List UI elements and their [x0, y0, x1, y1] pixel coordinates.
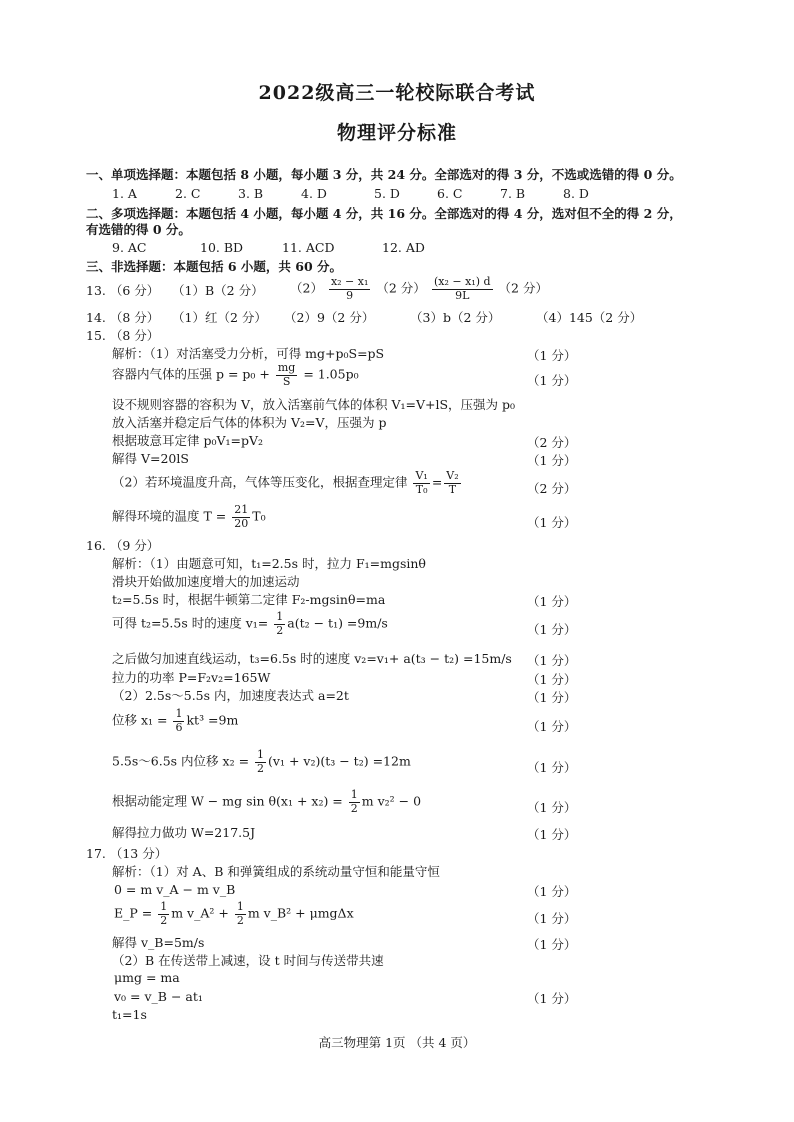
q16-line3: t₂=5.5s 时，根据牛顿第二定律 F₂-mgsinθ=ma	[112, 592, 386, 607]
q13-part3: $\frac{\text{(x₂ − x₁) d}}{9L}$ （2 分）	[434, 275, 548, 302]
q16-line9: 5.5s～6.5s 内位移 x₂ = $\frac{1}{2}$ (v₁ + v₂)(t₃ − t₂) =12m	[112, 748, 411, 775]
q13-part1: （1）B（2 分）	[172, 283, 264, 298]
q14-part4: （4）145（2 分）	[536, 310, 643, 325]
section-1-heading: 一、单项选择题：本题包括 8 小题，每小题 3 分，共 24 分。全部选对的得 3 分，不选或选错的得 0 分。	[86, 167, 682, 182]
q17-line3: E_P = $\frac{1}{2}$ m v_A² + $\frac{1}{2}$ m v_B² + μmgΔx	[114, 900, 354, 927]
q16-line7: （2）2.5s～5.5s 内，加速度表达式 a=2t	[112, 688, 349, 703]
answer-9: 9. AC	[112, 240, 147, 255]
q17-line5: （2）B 在传送带上减速，设 t 时间与传送带共速	[112, 953, 384, 968]
page-footer: 高三物理第 1页 （共 4 页）	[318, 1035, 476, 1050]
q16-line4: 可得 t₂=5.5s 时的速度 v₁= $\frac{1}{2}$ a(t₂ − t₁) =9m/s	[112, 610, 388, 637]
section-2-heading: 二、多项选择题：本题包括 4 小题，每小题 4 分，共 16 分。全部选对的得 4 分，选对但不全的得 2 分，	[86, 206, 682, 221]
q16-score-7: （1 分）	[527, 760, 577, 775]
q15-line4: 放入活塞并稳定后气体的体积为 V₂=V，压强为 p	[112, 415, 387, 430]
answer-2: 2. C	[175, 186, 201, 201]
q16-line8: 位移 x₁ = $\frac{1}{6}$ kt³ =9m	[112, 707, 239, 734]
q16-line5: 之后做匀加速直线运动，t₃=6.5s 时的速度 v₂=v₁+ a(t₃ − t₂) =15m/s	[112, 651, 512, 666]
q17-line4: 解得 v_B=5m/s	[112, 935, 205, 950]
q15-line7: （2）若环境温度升高，气体等压变化，根据查理定律 $\frac{\text{V₁}}{\text{T₀}}$ = $\frac{\text{V₂}}{T}$	[112, 469, 459, 496]
answer-7: 7. B	[500, 186, 526, 201]
q16-line1: 解析：（1）由题意可知，t₁=2.5s 时，拉力 F₁=mgsinθ	[112, 556, 426, 571]
q17-line6: μmg = ma	[114, 970, 180, 985]
section-3-heading: 三、非选择题：本题包括 6 小题，共 60 分。	[86, 259, 343, 274]
q16-score-3: （1 分）	[527, 653, 577, 668]
q16-line6: 拉力的功率 P=F₂v₂=165W	[112, 670, 271, 685]
q16-line2: 滑块开始做加速度增大的加速运动	[112, 574, 300, 589]
answer-10: 10. BD	[200, 240, 244, 255]
q17-line1: 解析：（1）对 A、B 和弹簧组成的系统动量守恒和能量守恒	[112, 864, 440, 879]
q15-line1: 解析：（1）对活塞受力分析，可得 mg+p₀S=pS	[112, 346, 385, 361]
q14-part1: （1）红（2 分）	[172, 310, 267, 325]
section-1-answers	[112, 186, 589, 201]
q15-line2: 容器内气体的压强 p = p₀ + $\frac{mg}{S}$ = 1.05p₀	[112, 361, 359, 388]
q13-part2: （2） $\frac{\text{x₂ − x₁}}{9}$ （2 分）	[290, 275, 426, 302]
q15-label: 15. （8 分）	[86, 328, 160, 343]
q17-score-3: （1 分）	[527, 937, 577, 952]
q16-score-4: （1 分）	[527, 672, 577, 687]
q17-score-4: （1 分）	[527, 991, 577, 1006]
q16-line11: 解得拉力做功 W=217.5J	[112, 825, 256, 840]
page-title: 2022级高三一轮校际联合考试	[258, 82, 536, 104]
q13-label: 13. （6 分）	[86, 283, 160, 298]
q17-score-1: （1 分）	[527, 884, 577, 899]
answer-6: 6. C	[437, 186, 463, 201]
q16-label: 16. （9 分）	[86, 538, 160, 553]
q15-score-6: （1 分）	[527, 515, 577, 530]
q14-part3: （3）b（2 分）	[410, 310, 501, 325]
q15-score-3: （2 分）	[527, 435, 577, 450]
q15-line3: 设不规则容器的容积为 V，放入活塞前气体的体积 V₁=V+lS，压强为 p₀	[112, 397, 516, 412]
q16-line10: 根据动能定理 W − mg sin θ(x₁ + x₂) = $\frac{1}{2}$ m v₂² − 0	[112, 788, 422, 815]
q17-line2: 0 = m v_A − m v_B	[114, 882, 236, 897]
section-2-answers	[112, 240, 425, 255]
answer-12: 12. AD	[382, 240, 425, 255]
q16-score-5: （1 分）	[527, 690, 577, 705]
answer-8: 8. D	[563, 186, 589, 201]
q14-part2: （2）9（2 分）	[284, 310, 375, 325]
answer-5: 5. D	[374, 186, 400, 201]
answer-3: 3. B	[238, 186, 264, 201]
q17-label: 17. （13 分）	[86, 846, 168, 861]
q15-score-5: （2 分）	[527, 481, 577, 496]
answer-1: 1. A	[112, 186, 137, 201]
q17-line7: v₀ = v_B − at₁	[114, 989, 203, 1004]
q16-score-9: （1 分）	[527, 827, 577, 842]
q16-score-6: （1 分）	[527, 719, 577, 734]
page-subtitle: 物理评分标准	[336, 122, 457, 144]
section-2-heading-cont: 有选错的得 0 分。	[86, 222, 191, 237]
q16-score-8: （1 分）	[527, 800, 577, 815]
q15-line8: 解得环境的温度 T = $\frac{21}{20}$ T₀	[112, 503, 266, 530]
q15-line6: 解得 V=20lS	[112, 451, 189, 466]
answer-11: 11. ACD	[282, 240, 335, 255]
q17-score-2: （1 分）	[527, 911, 577, 926]
q15-score-2: （1 分）	[527, 373, 577, 388]
q15-line5: 根据玻意耳定律 p₀V₁=pV₂	[112, 433, 264, 448]
q16-score-2: （1 分）	[527, 622, 577, 637]
q16-score-1: （1 分）	[527, 594, 577, 609]
q17-line8: t₁=1s	[112, 1007, 147, 1022]
q15-score-1: （1 分）	[527, 348, 577, 363]
q14-label: 14. （8 分）	[86, 310, 160, 325]
answer-4: 4. D	[301, 186, 327, 201]
q15-score-4: （1 分）	[527, 453, 577, 468]
